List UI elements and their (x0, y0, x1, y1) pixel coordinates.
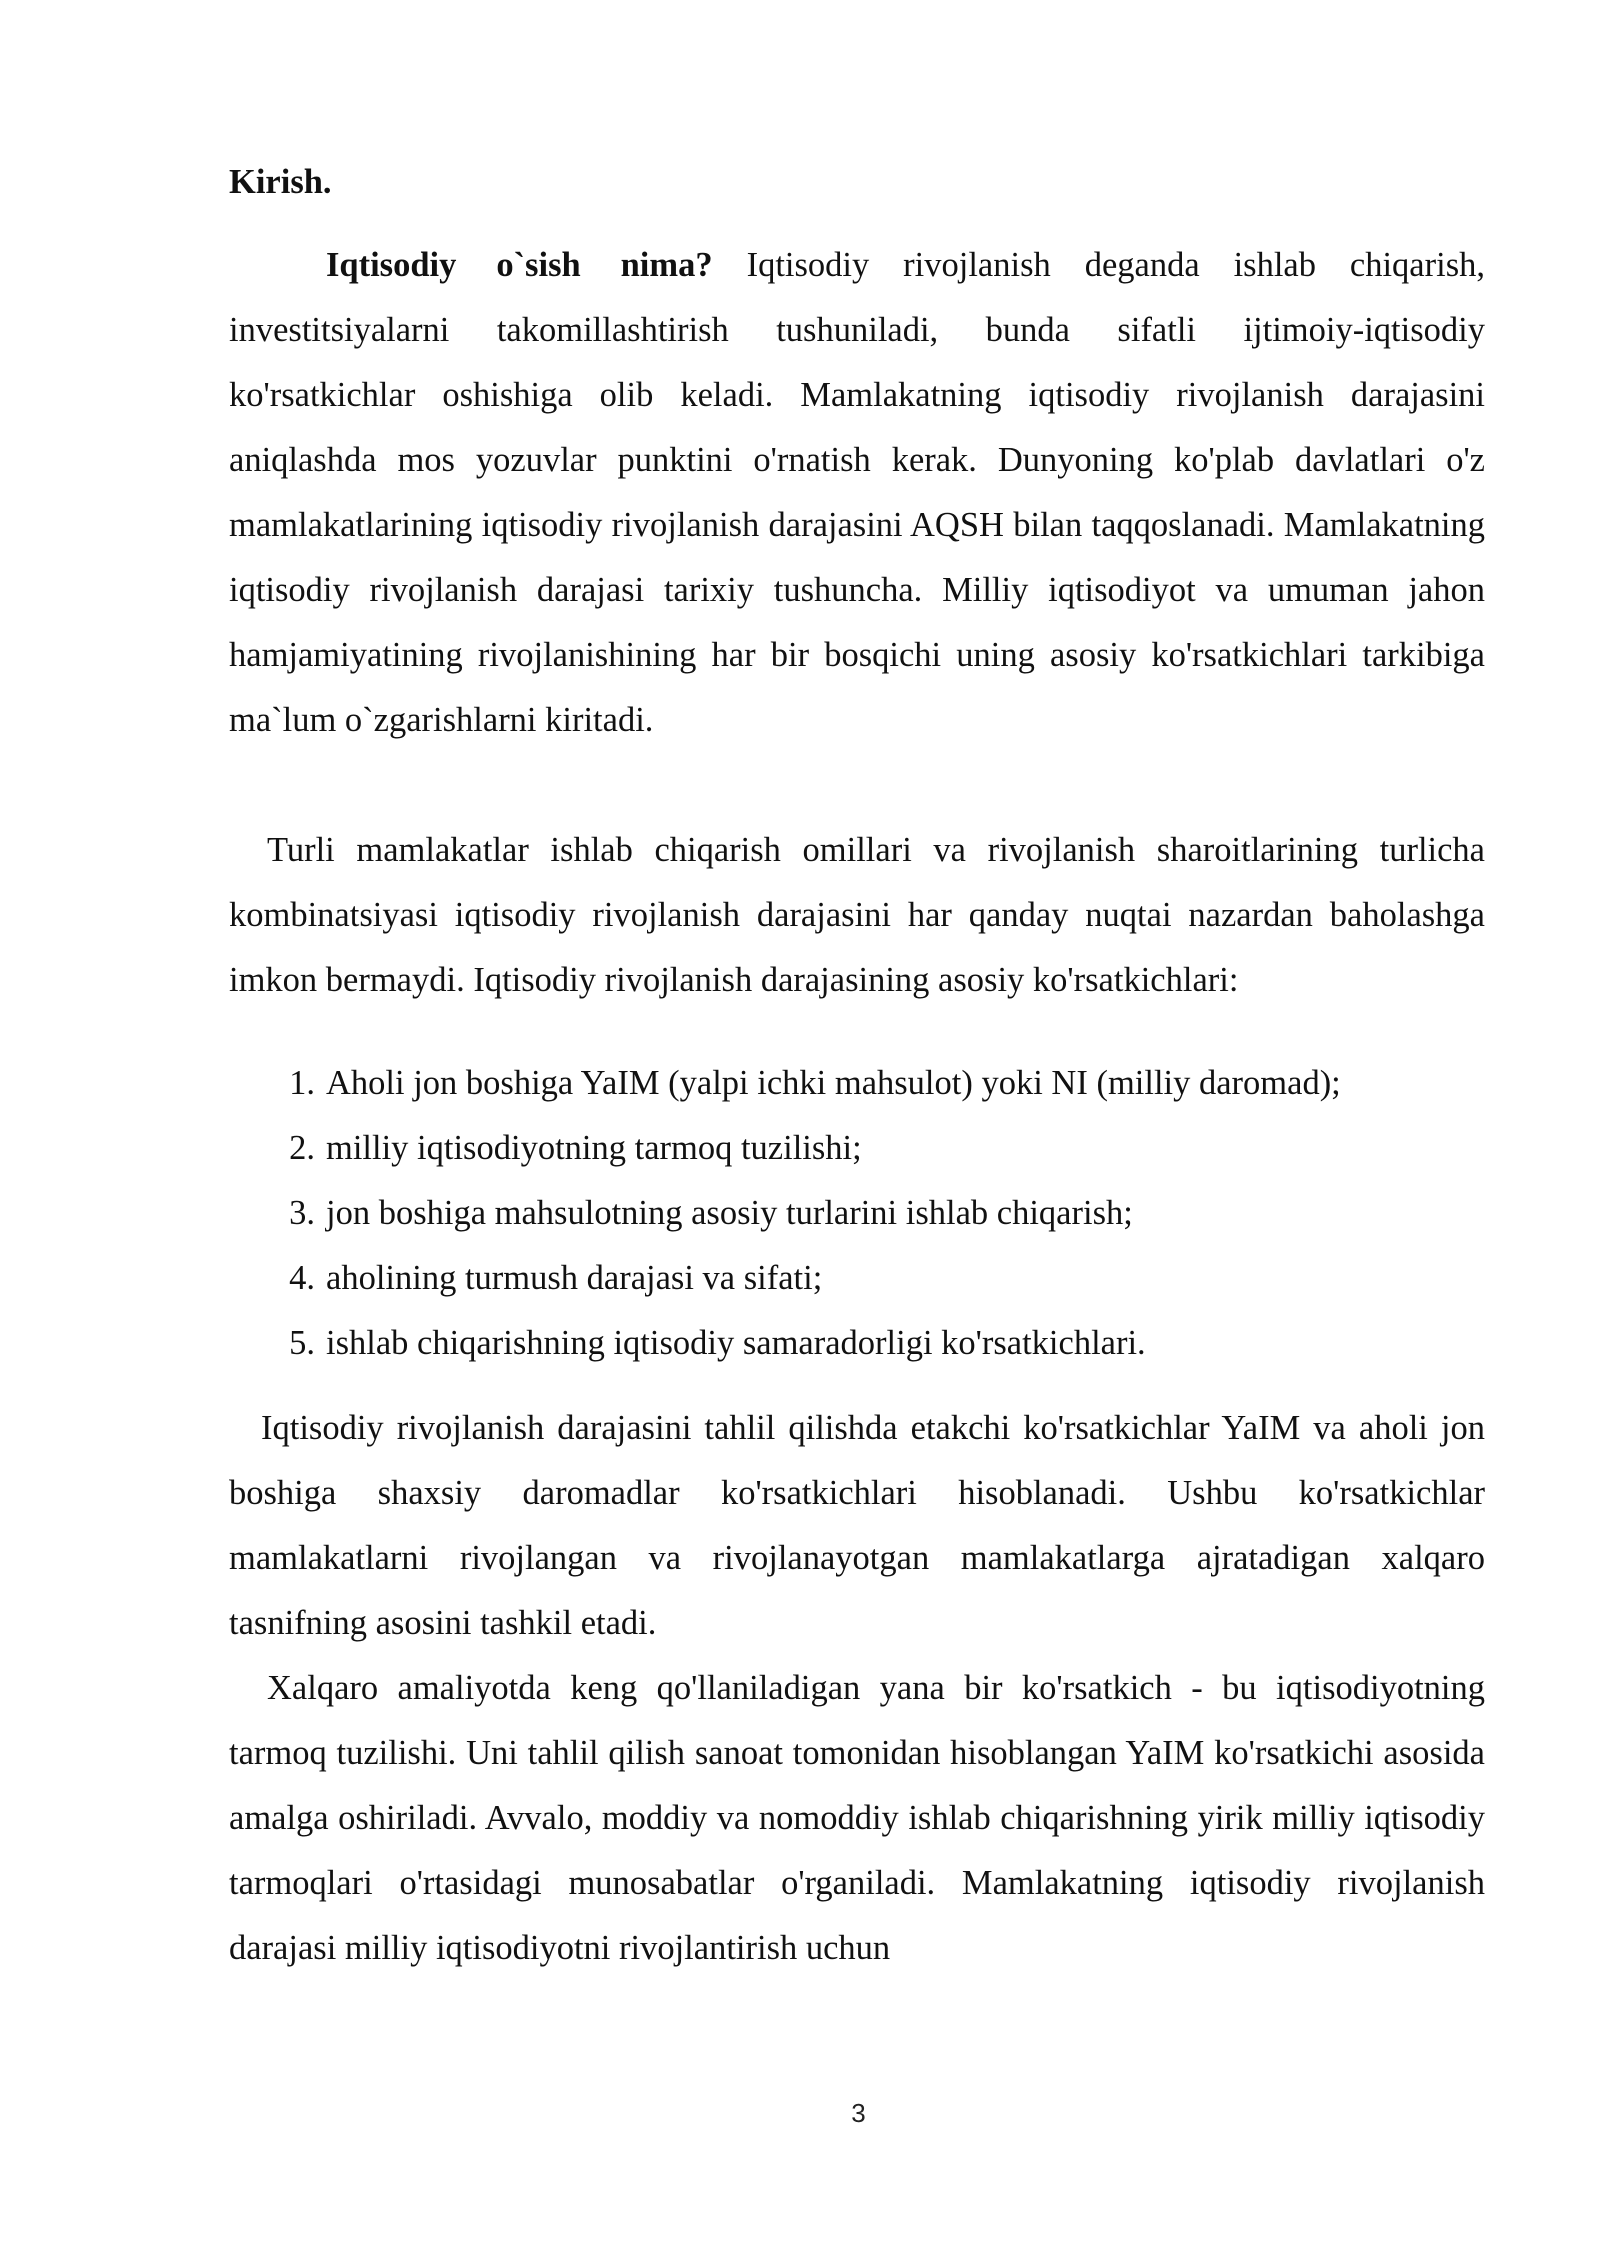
paragraph-gdp: Iqtisodiy rivojlanish darajasini tahlil qilishda etakchi ko'rsatkichlar YaIM va aholi jon boshiga shaxsiy daromadlar ko'rsatkichlari hisoblanadi. Ushbu ko'rsatkichlar mamlakatlarni rivojlangan va rivojlanayotgan mamlakatlarga ajratadigan xalqaro tasnifning asosini tashkil etadi. (229, 1409, 1485, 1642)
paragraph-sector-structure: Xalqaro amaliyotda keng qo'llaniladigan yana bir ko'rsatkich - bu iqtisodiyotning tarmoq tuzilishi. Uni tahlil qilish sanoat tomonidan hisoblangan YaIM ko'rsatkichi asosida amalga oshiriladi. Avvalo, moddiy va nomoddiy ishlab chiqarishning yirik milliy iqtisodiy tarmoqlari o'rtasidagi munosabatlar o'rganiladi. Mamlakatning iqtisodiy rivojlanish darajasi milliy iqtisodiyotni rivojlantirish uchun (229, 1669, 1485, 1967)
list-item-number: 2. (289, 1129, 315, 1167)
page-content (229, 150, 1485, 1981)
spacer (229, 753, 1485, 818)
indicator-list (229, 1051, 1485, 1376)
list-item-text: Aholi jon boshiga YaIM (yalpi ichki mahsulot) yoki NI (milliy daromad); (326, 1064, 1341, 1102)
paragraph-intro (229, 233, 1485, 753)
list-item-number: 1. (289, 1064, 315, 1102)
list-item-number: 5. (289, 1324, 315, 1362)
page-number: 3 (851, 2098, 866, 2128)
list-item-text: ishlab chiqarishning iqtisodiy samaradorligi ko'rsatkichlari. (326, 1324, 1146, 1362)
paragraph-lead: Iqtisodiy o`sish nima? (326, 246, 713, 284)
spacer (229, 1013, 1485, 1051)
spacer (229, 1376, 1485, 1396)
list-item-text: milliy iqtisodiyotning tarmoq tuzilishi; (326, 1129, 862, 1167)
section-heading: Kirish. (229, 163, 332, 201)
list-item (229, 1051, 1485, 1116)
list-item (229, 1116, 1485, 1181)
paragraph-indicators: Turli mamlakatlar ishlab chiqarish omillari va rivojlanish sharoitlarining turlicha kombinatsiyasi iqtisodiy rivojlanish darajasini har qanday nuqtai nazardan baholashga imkon bermaydi. Iqtisodiy rivojlanish darajasining asosiy ko'rsatkichlari: (229, 831, 1485, 999)
list-item (229, 1246, 1485, 1311)
list-item-text: jon boshiga mahsulotning asosiy turlarini ishlab chiqarish; (326, 1194, 1133, 1232)
list-item-number: 3. (289, 1194, 315, 1232)
list-item (229, 1181, 1485, 1246)
list-item-text: aholining turmush darajasi va sifati; (326, 1259, 823, 1297)
list-item-number: 4. (289, 1259, 315, 1297)
list-item (229, 1311, 1485, 1376)
paragraph-intro-text: Iqtisodiy rivojlanish deganda ishlab chiqarish, investitsiyalarni takomillashtirish tushuniladi, bunda sifatli ijtimoiy-iqtisodiy ko'rsatkichlar oshishiga olib keladi. Mamlakatning iqtisodiy rivojlanish darajasini aniqlashda mos yozuvlar punktini o'rnatish kerak. Dunyoning ko'plab davlatlari o'z mamlakatlarining iqtisodiy rivojlanish darajasini AQSH bilan taqqoslanadi. Mamlakatning iqtisodiy rivojlanish darajasi tarixiy tushuncha. Milliy iqtisodiyot va umuman jahon hamjamiyatining rivojlanishining har bir bosqichi uning asosiy ko'rsatkichlari tarkibiga ma`lum o`zgarishlarni kiritadi. (229, 246, 1485, 739)
